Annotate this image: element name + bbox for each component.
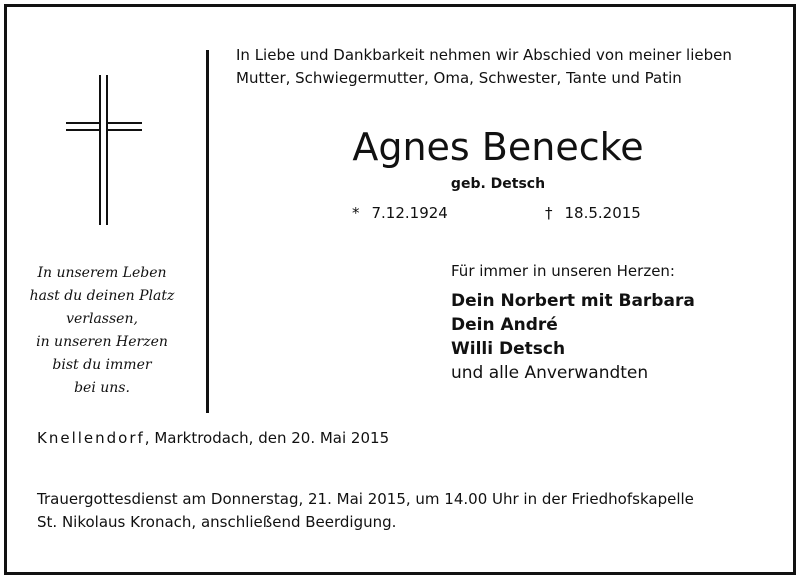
survivors <box>451 261 695 385</box>
death-date <box>545 204 641 222</box>
intro-text <box>236 44 732 90</box>
poem-line: In unserem Leben <box>37 265 167 281</box>
intro-line-1: In Liebe und Dankbarkeit nehmen wir Abschied von meiner lieben <box>236 46 732 64</box>
cross-icon <box>64 75 144 225</box>
survivors-lead: Für immer in unseren Herzen: <box>451 262 675 280</box>
service-line-1: Trauergottesdienst am Donnerstag, 21. Mai 2015, um 14.00 Uhr in der Friedhofskapelle <box>37 490 694 508</box>
birth-date-value: 7.12.1924 <box>371 204 448 222</box>
place-date <box>37 429 389 447</box>
birth-date <box>352 204 448 222</box>
survivor-name: Dein André <box>451 315 558 335</box>
survivor-name: Willi Detsch <box>451 339 566 359</box>
place-date-rest: , Marktrodach, den 20. Mai 2015 <box>144 429 390 447</box>
survivors-closing: und alle Anverwandten <box>451 363 649 383</box>
poem <box>14 262 190 400</box>
poem-line: hast du deinen Platz <box>29 288 175 304</box>
intro-line-2: Mutter, Schwiegermutter, Oma, Schwester, Tante und Patin <box>236 69 682 87</box>
service-info <box>37 488 694 534</box>
divider-line <box>206 50 209 413</box>
place-name: Knellendorf <box>37 429 145 447</box>
death-symbol: † <box>545 204 553 222</box>
service-line-2: St. Nikolaus Kronach, anschließend Beerdigung. <box>37 513 397 531</box>
poem-line: bist du immer <box>52 357 152 373</box>
poem-line: bei uns. <box>74 380 130 396</box>
poem-line: in unseren Herzen <box>36 334 168 350</box>
maiden-name: geb. Detsch <box>450 176 546 192</box>
birth-symbol: * <box>352 204 360 222</box>
death-date-value: 18.5.2015 <box>564 204 641 222</box>
deceased-name: Agnes Benecke <box>352 125 644 169</box>
poem-line: verlassen, <box>66 311 138 327</box>
survivor-name: Dein Norbert mit Barbara <box>451 291 695 311</box>
